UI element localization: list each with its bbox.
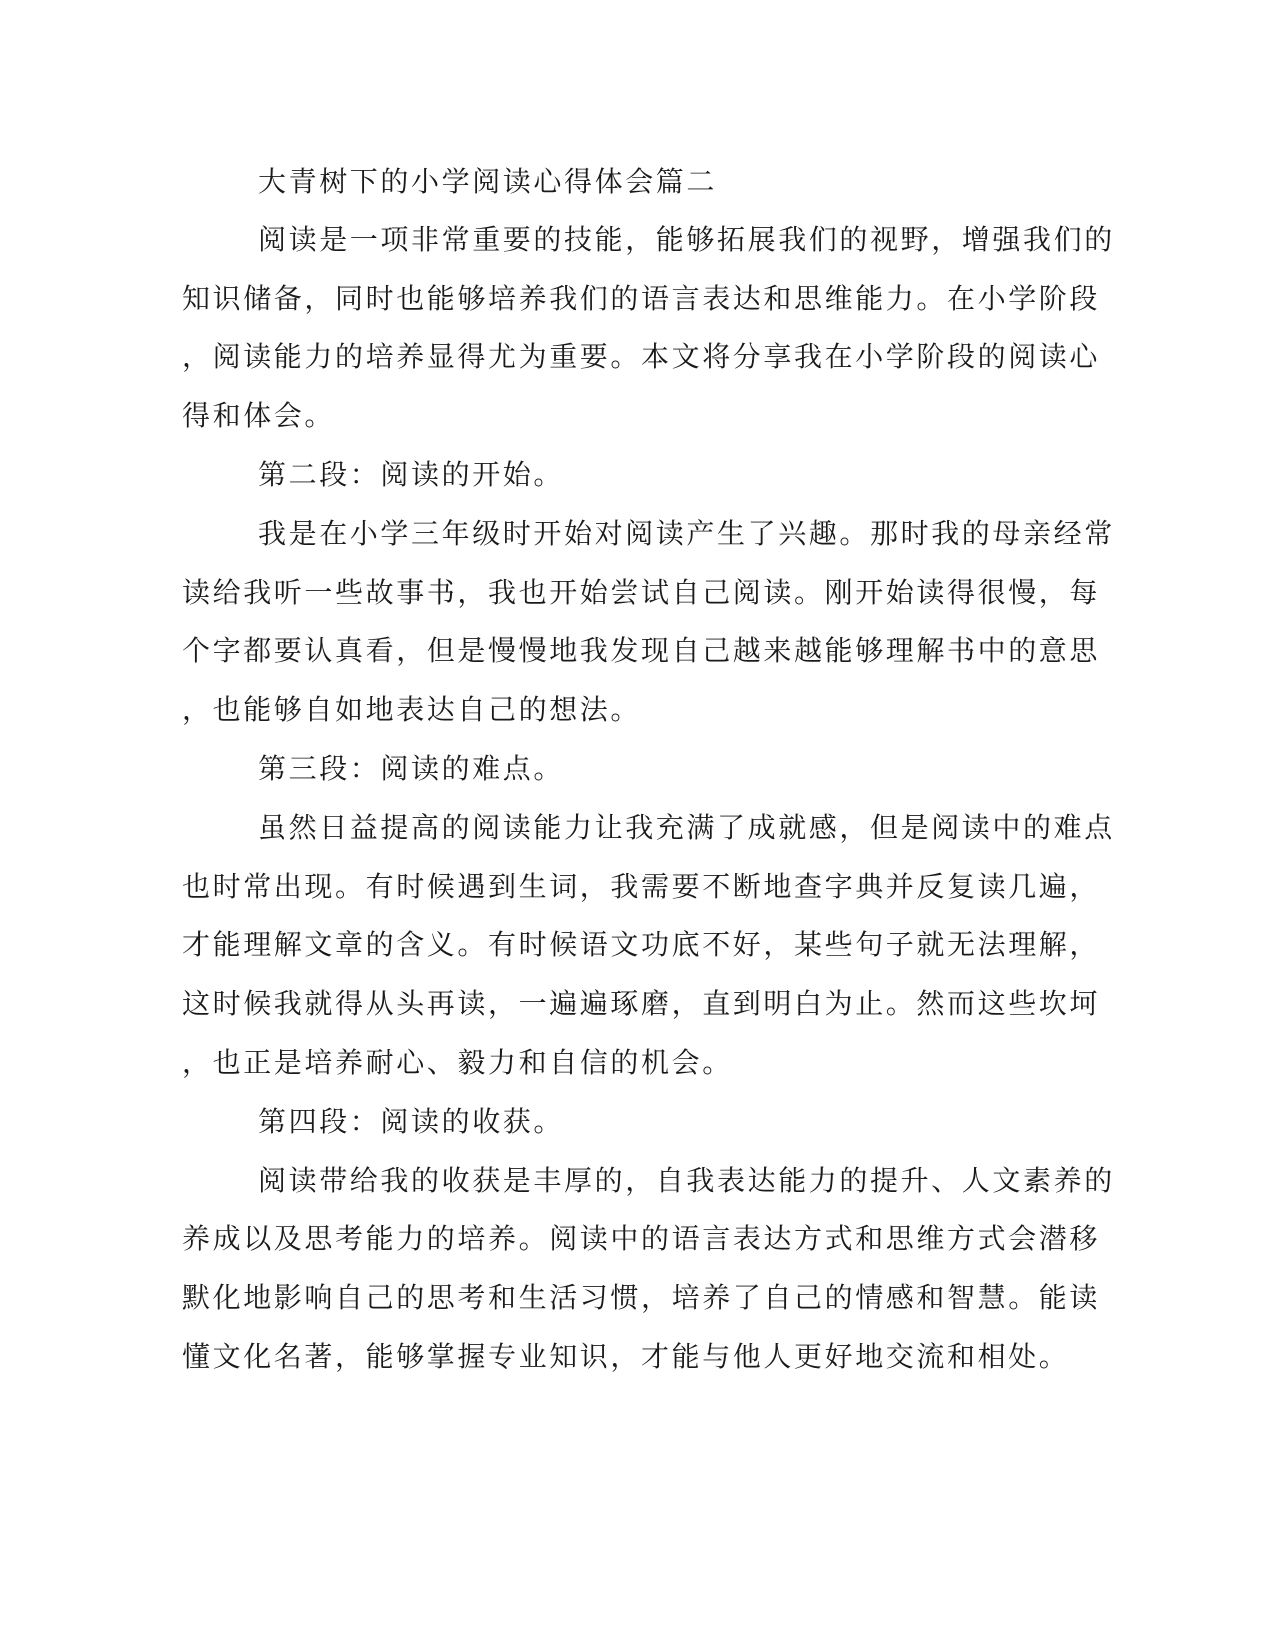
paragraph-line: 个字都要认真看，但是慢慢地我发现自己越来越能够理解书中的意思 [182, 634, 1101, 667]
paragraph-line: 阅读是一项非常重要的技能，能够拓展我们的视野，增强我们的 [258, 223, 1115, 256]
section-heading: 第四段：阅读的收获。 [258, 1105, 565, 1138]
paragraph-line: 养成以及思考能力的培养。阅读中的语言表达方式和思维方式会潜移 [182, 1222, 1101, 1255]
paragraph-line: ，阅读能力的培养显得尤为重要。本文将分享我在小学阶段的阅读心 [182, 340, 1101, 373]
paragraph-line: 也时常出现。有时候遇到生词，我需要不断地查字典并反复读几遍， [182, 870, 1101, 903]
paragraph-line: 我是在小学三年级时开始对阅读产生了兴趣。那时我的母亲经常 [258, 517, 1115, 550]
paragraph-line: 这时候我就得从头再读，一遍遍琢磨，直到明白为止。然而这些坎坷 [182, 987, 1101, 1020]
paragraph-line: 知识储备，同时也能够培养我们的语言表达和思维能力。在小学阶段 [182, 282, 1101, 315]
paragraph-line: 默化地影响自己的思考和生活习惯，培养了自己的情感和智慧。能读 [182, 1281, 1101, 1314]
paragraph-line: 阅读带给我的收获是丰厚的，自我表达能力的提升、人文素养的 [258, 1164, 1115, 1197]
paragraph-line: ，也能够自如地表达自己的想法。 [182, 693, 642, 726]
paragraph-line: ，也正是培养耐心、毅力和自信的机会。 [182, 1046, 733, 1079]
document-title: 大青树下的小学阅读心得体会篇二 [258, 165, 718, 198]
section-heading: 第三段：阅读的难点。 [258, 752, 565, 785]
paragraph-line: 得和体会。 [182, 399, 336, 432]
paragraph-line: 读给我听一些故事书，我也开始尝试自己阅读。刚开始读得很慢，每 [182, 576, 1101, 609]
section-heading: 第二段：阅读的开始。 [258, 458, 565, 491]
paragraph-line: 虽然日益提高的阅读能力让我充满了成就感，但是阅读中的难点 [258, 811, 1115, 844]
paragraph-line: 才能理解文章的含义。有时候语文功底不好，某些句子就无法理解， [182, 928, 1101, 961]
paragraph-line: 懂文化名著，能够掌握专业知识，才能与他人更好地交流和相处。 [182, 1340, 1070, 1373]
